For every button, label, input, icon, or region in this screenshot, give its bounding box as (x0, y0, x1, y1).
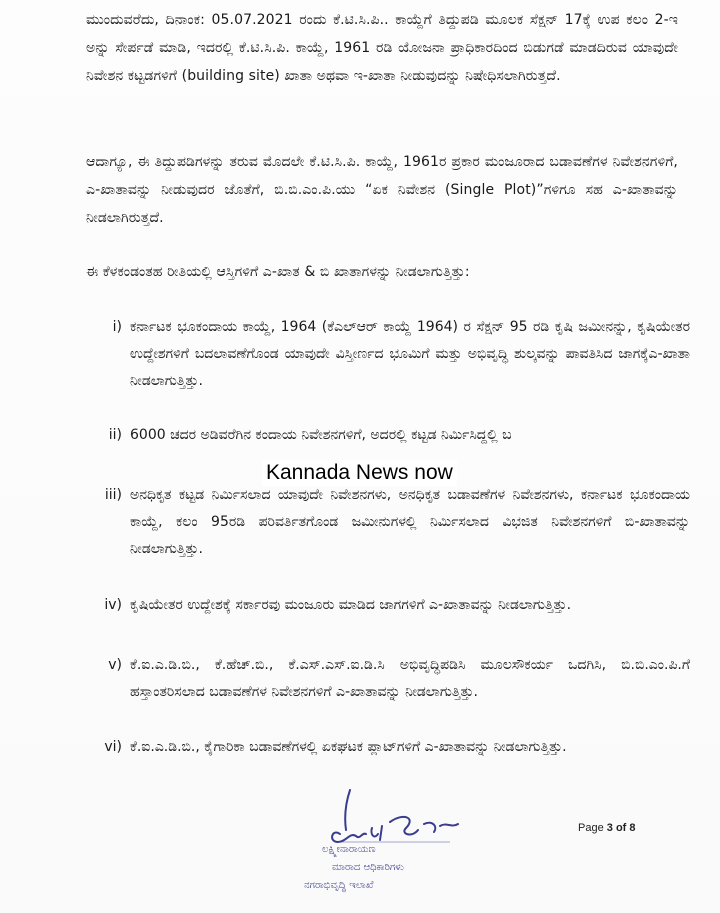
list-item-text: 6000 ಚದರ ಅಡಿವರೆಗಿನ ಕಂದಾಯ ನಿವೇಶನಗಳಿಗೆ, ಅದರಲ್ಲಿ ಕಟ್ಟಡ ನಿರ್ಮಿಸಿದ್ದಲ್ಲಿ ಬ (130, 427, 512, 443)
list-item-text: ಕೆ.ಐ.ಎ.ಡಿ.ಬಿ., ಕೆ.ಹೆಚ್.ಬಿ., ಕೆ.ಎಸ್.ಎಸ್.ಐ.ಡಿ.ಸಿ ಅಭಿವೃದ್ಧಿಪಡಿಸಿ ಮೂಲಸೌಕರ್ಯ ಒದಗಿಸಿ, ಬಿ.ಬಿ.ಎಂ.ಪಿ.ಗೆ ಹಸ್ತಾಂತರಿಸಲಾದ ಬಡಾವಣೆಗಳ ನಿವೇಶನಗಳಿಗೆ ಎ-ಖಾತಾವನ್ನು ನೀಡಲಾಗುತ್ತಿತ್ತು. (130, 657, 690, 700)
stamp-designation: ಮಾರಾದ ಆಧಿಕಾರಿಗಳು (332, 862, 404, 873)
page-number: Page 3 of 8 (578, 822, 636, 834)
list-item-number: iv) (104, 597, 122, 613)
list-item-number: iii) (104, 487, 122, 503)
paragraph-list-intro: ಈ ಕೆಳಕಂಡಂತಹ ರೀತಿಯಲ್ಲಿ ಆಸ್ತಿಗಳಿಗೆ ಎ-ಖಾತ & ಬಿ ಖಾತಾಗಳನ್ನು ನೀಡಲಾಗುತ್ತಿತ್ತು: (86, 264, 470, 280)
stamp-name: ಲಕ್ಷ್ಮೀನಾರಾಯಣ (322, 844, 376, 855)
stamp-department: ನಗರಾಭಿವೃದ್ಧಿ ಇಲಾಖೆ (304, 880, 374, 891)
list-item-number: v) (108, 657, 122, 673)
signature-stamp (300, 782, 510, 902)
list-item-number: vi) (104, 739, 122, 755)
list-item-text: ಕರ್ನಾಟಕ ಭೂಕಂದಾಯ ಕಾಯ್ದೆ, 1964 (ಕೆಎಲ್‌ಆರ್ ಕಾಯ್ದೆ 1964) ರ ಸೆಕ್ಷನ್ 95 ರಡಿ ಕೃಷಿ ಜಮೀನನ್ನು, ಕೃಷಿಯೇತರ ಉದ್ದೇಶಗಳಿಗೆ ಬದಲಾವಣೆಗೊಂಡ ಯಾವುದೇ ವಿಸ್ತೀರ್ಣದ ಭೂಮಿಗೆ ಮತ್ತು ಅಭಿವೃದ್ಧಿ ಶುಲ್ಕವನ್ನು ಪಾವತಿಸಿದ ಜಾಗಕ್ಕೆಎ-ಖಾತಾ ನೀಡಲಾಗುತ್ತಿತ್ತು. (130, 319, 690, 389)
list-item-number: i) (112, 319, 122, 335)
list-item-text: ಕೃಷಿಯೇತರ ಉದ್ದೇಶಕ್ಕೆ ಸರ್ಕಾರವು ಮಂಜೂರು ಮಾಡಿದ ಜಾಗಗಳಿಗೆ ಎ-ಖಾತಾವನ್ನು ನೀಡಲಾಗುತ್ತಿತ್ತು. (130, 597, 572, 613)
signature-icon (300, 782, 510, 852)
list-item-text: ಅನಧಿಕೃತ ಕಟ್ಟಡ ನಿರ್ಮಿಸಲಾದ ಯಾವುದೇ ನಿವೇಶನಗಳು, ಅನಧಿಕೃತ ಬಡಾವಣೆಗಳ ನಿವೇಶನಗಳು, ಕರ್ನಾಟಕ ಭೂಕಂದಾಯ ಕಾಯ್ದೆ, ಕಲಂ 95ರಡಿ ಪರಿವರ್ತಿತಗೊಂಡ ಜಮೀನುಗಳಲ್ಲಿ ನಿರ್ಮಿಸಲಾದ ವಿಭಜಿತ ನಿವೇಶನಗಳಿಗೆ ಬಿ-ಖಾತಾವನ್ನು ನೀಡಲಾಗುತ್ತಿತ್ತು. (130, 487, 690, 557)
list-item-number: ii) (108, 427, 122, 443)
list-item-text: ಕೆ.ಐ.ಎ.ಡಿ.ಬಿ., ಕೈಗಾರಿಕಾ ಬಡಾವಣೆಗಳಲ್ಲಿ ಏಕಘಟಕ ಪ್ಲಾಟ್‌ಗಳಿಗೆ ಎ-ಖಾತಾವನ್ನು ನೀಡಲಾಗುತ್ತಿತ್ತು. (130, 739, 567, 755)
watermark-overlay: Kannada News now (262, 460, 457, 486)
paragraph-amendment: ಮುಂದುವರೆದು, ದಿನಾಂಕ: 05.07.2021 ರಂದು ಕೆ.ಟಿ.ಸಿ.ಪಿ.. ಕಾಯ್ದೆಗೆ ತಿದ್ದುಪಡಿ ಮೂಲಕ ಸೆಕ್ಷನ್ 17ಕ್ಕೆ ಉಪ ಕಲಂ 2-ಇ ಅನ್ನು ಸೇರ್ಪಡೆ ಮಾಡಿ, ಇದರಲ್ಲಿ ಕೆ.ಟಿ.ಸಿ.ಪಿ. ಕಾಯ್ದೆ, 1961 ರಡಿ ಯೋಜನಾ ಪ್ರಾಧಿಕಾರದಿಂದ ಬಿಡುಗಡೆ ಮಾಡದಿರುವ ಯಾವುದೇ ನಿವೇಶನ ಕಟ್ಟಡಗಳಿಗೆ (building site) ಖಾತಾ ಅಥವಾ ಇ-ಖಾತಾ ನೀಡುವುದನ್ನು ನಿಷೇಧಿಸಲಾಗಿರುತ್ತದೆ. (86, 12, 678, 84)
paragraph-a-khata: ಆದಾಗ್ಯೂ, ಈ ತಿದ್ದುಪಡಿಗಳನ್ನು ತರುವ ಮೊದಲೇ ಕೆ.ಟಿ.ಸಿ.ಪಿ. ಕಾಯ್ದೆ, 1961ರ ಪ್ರಕಾರ ಮಂಜೂರಾದ ಬಡಾವಣೆಗಳ ನಿವೇಶನಗಳಿಗೆ, ಎ-ಖಾತಾವನ್ನು ನೀಡುವುದರ ಜೊತೆಗೆ, ಬಿ.ಬಿ.ಎಂ.ಪಿ.ಯು “ಏಕ ನಿವೇಶನ (Single Plot)”ಗಳಿಗೂ ಸಹ ಎ-ಖಾತಾವನ್ನು ನೀಡಲಾಗಿರುತ್ತದೆ. (86, 154, 678, 226)
